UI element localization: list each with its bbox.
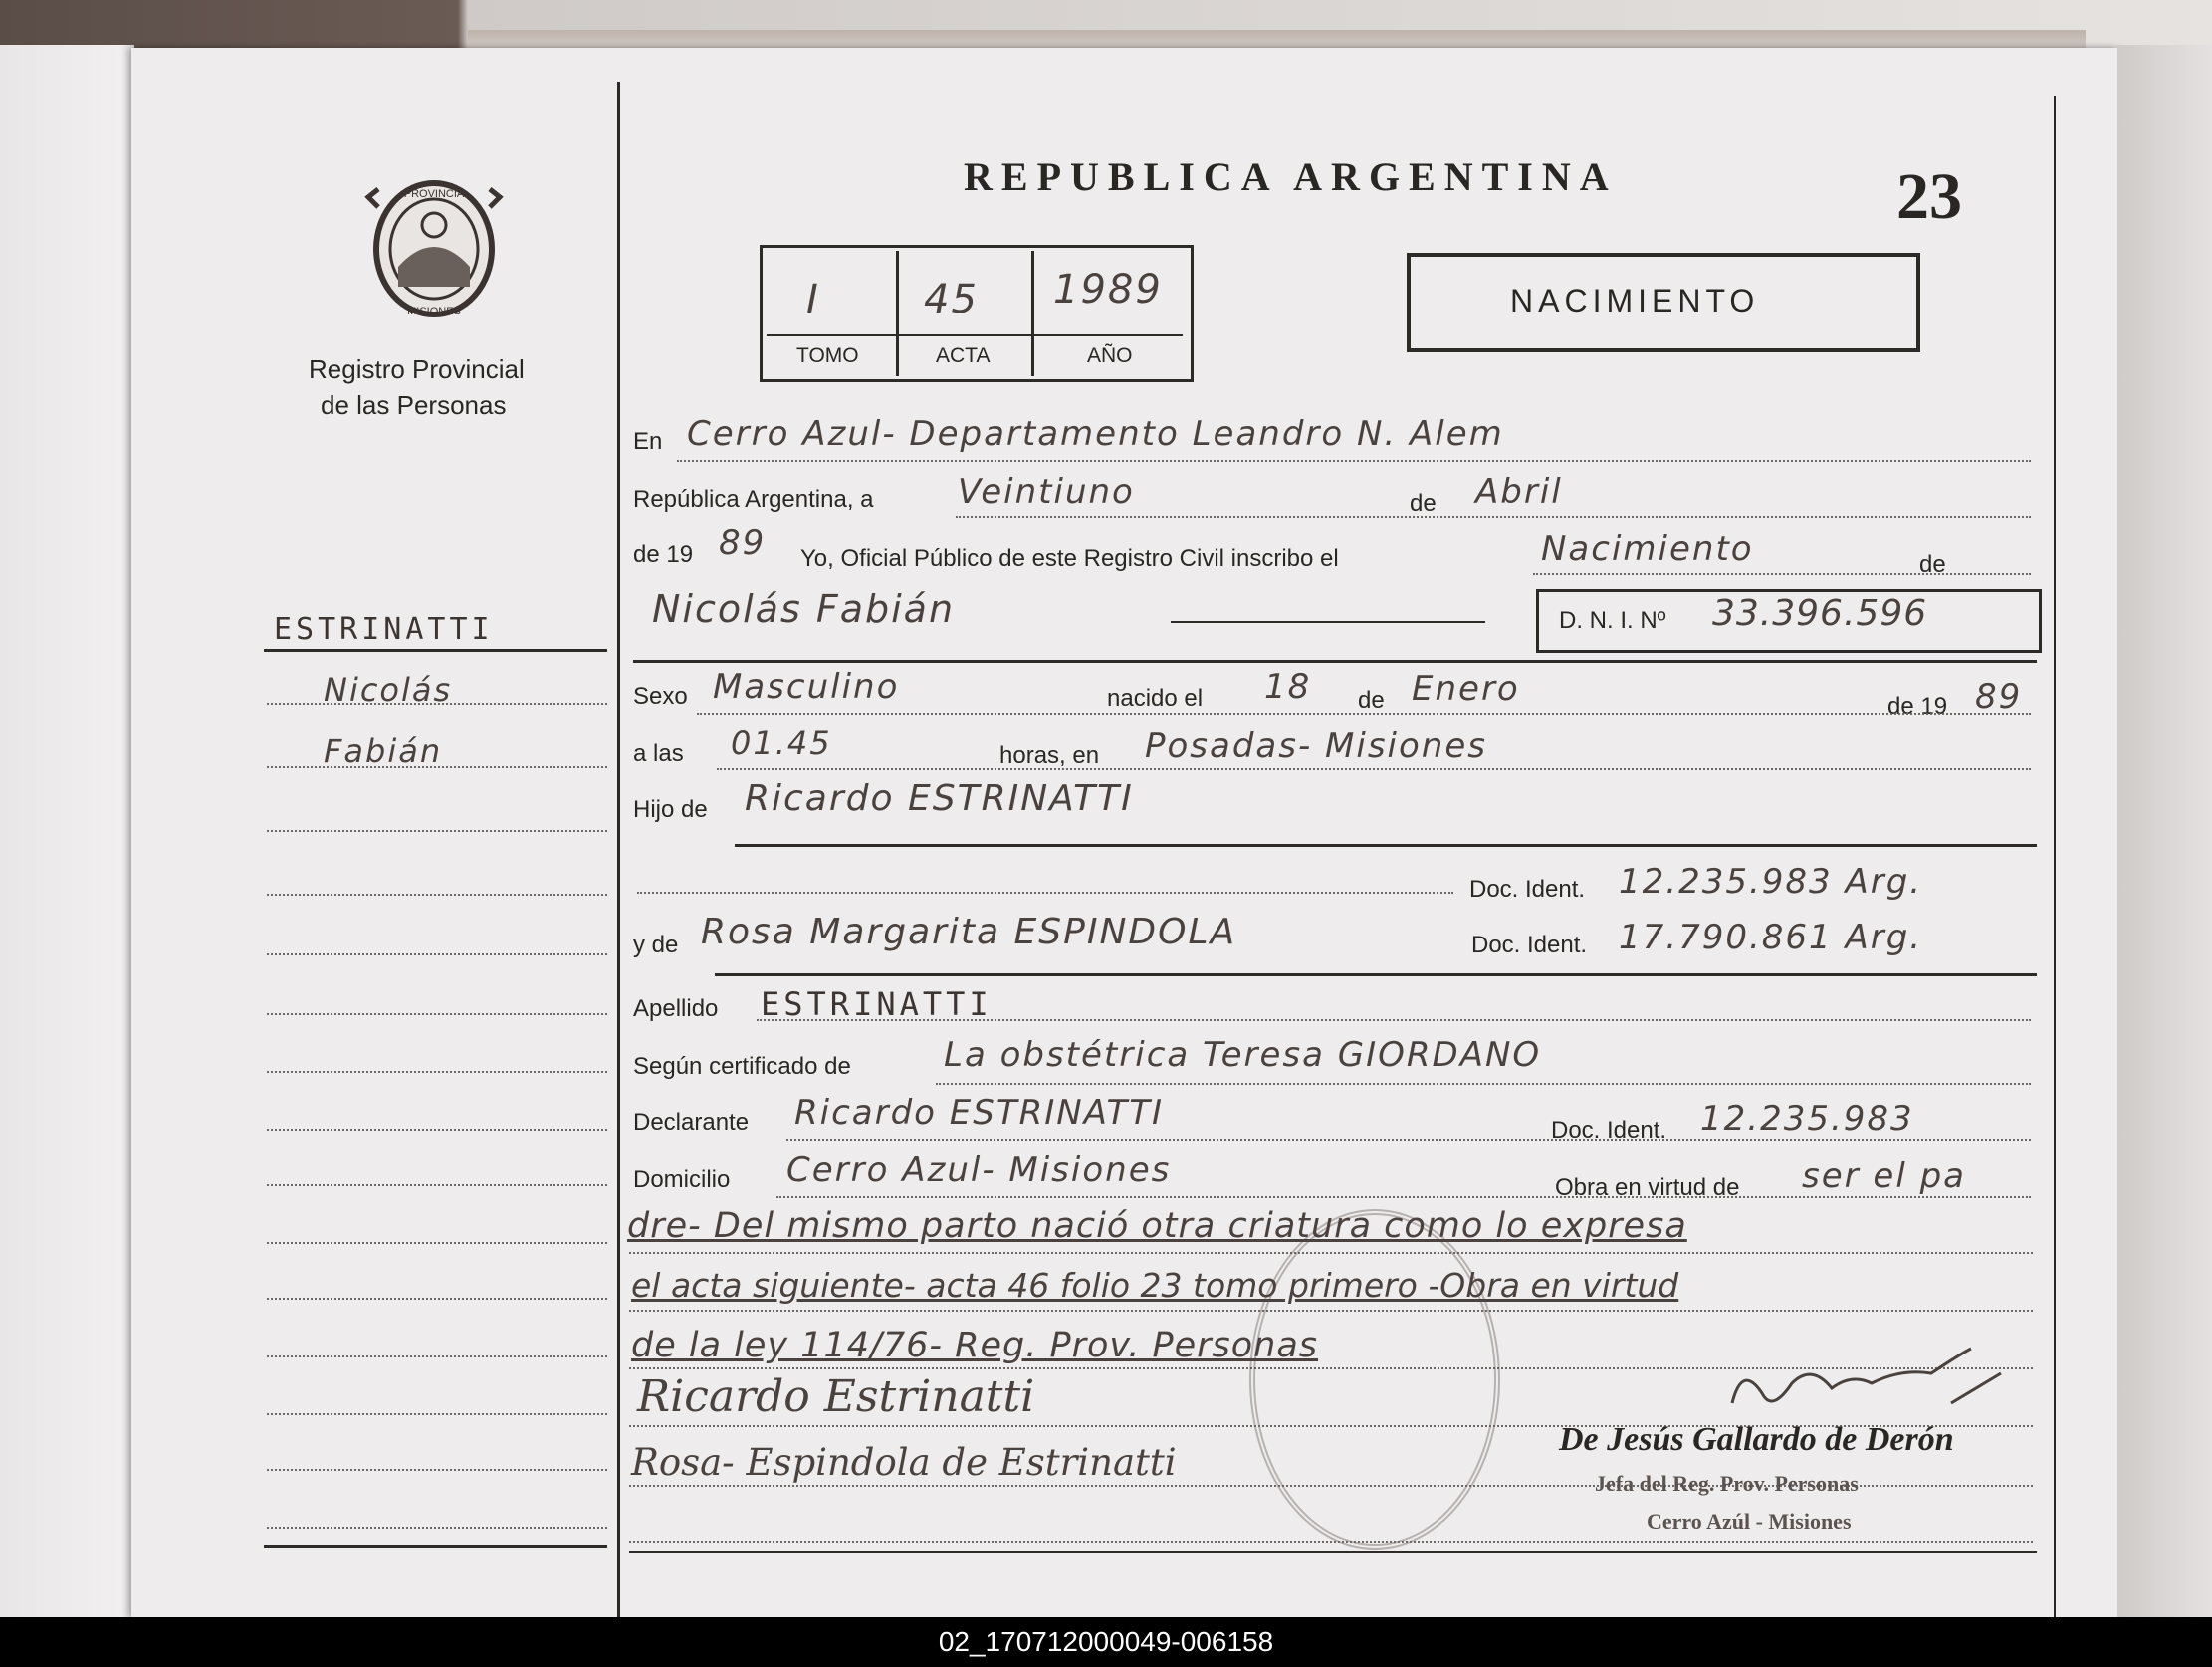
- acta-value: 45: [924, 277, 979, 322]
- month-value: Abril: [1475, 472, 1563, 512]
- sexo-value: Masculino: [713, 667, 900, 707]
- year-prefix: de 19: [633, 541, 694, 568]
- official-signature-icon: [1712, 1344, 2011, 1433]
- signature-father: Ricardo Estrinatti: [637, 1371, 1035, 1422]
- anio-label: AÑO: [1087, 344, 1133, 367]
- declarante-label: Declarante: [633, 1109, 750, 1136]
- nacido-label: nacido el: [1107, 685, 1204, 712]
- de-label-1: de: [1410, 490, 1437, 517]
- declarante-value: Ricardo ESTRINATTI: [794, 1093, 1165, 1133]
- margin-surname: ESTRINATTI: [274, 612, 494, 647]
- column-divider: [617, 82, 620, 1617]
- domicilio-label: Domicilio: [633, 1166, 731, 1193]
- place-value: Cerro Azul- Departamento Leandro N. Alem: [687, 414, 1504, 454]
- domicilio-value: Cerro Azul- Misiones: [786, 1150, 1172, 1190]
- child-name: Nicolás Fabián: [652, 587, 956, 631]
- horas-label: horas, en: [999, 742, 1100, 769]
- official-name: De Jesús Gallardo de Derón: [1559, 1421, 1954, 1458]
- mother-doc: 17.790.861 Arg.: [1619, 918, 1923, 957]
- de-year-label: de 19: [1887, 693, 1948, 720]
- note-line-2: el acta siguiente- acta 46 folio 23 tomo primero -Obra en virtud: [631, 1266, 1679, 1305]
- en-label: En: [633, 428, 663, 455]
- oficial-text: Yo, Oficial Público de este Registro Civil inscribo el: [800, 545, 1339, 572]
- provincial-seal-icon: [358, 167, 510, 328]
- father-doc: 12.235.983 Arg.: [1619, 862, 1923, 902]
- year-suffix: 89: [719, 523, 767, 563]
- acta-label: ACTA: [936, 344, 991, 367]
- segun-value: La obstétrica Teresa GIORDANO: [944, 1035, 1542, 1075]
- apellido-label: Apellido: [633, 995, 719, 1022]
- obra-value: ser el pa: [1802, 1156, 1967, 1196]
- dni-value: 33.396.596: [1712, 593, 1928, 634]
- note-line-3: de la ley 114/76- Reg. Prov. Personas: [631, 1326, 1319, 1365]
- y-de-label: y de: [633, 932, 679, 958]
- note-line-1: dre- Del mismo parto nació otra criatura como lo expresa: [627, 1206, 1687, 1246]
- registry-name-line1: Registro Provincial: [309, 354, 525, 384]
- dni-label: D. N. I. Nº: [1559, 607, 1666, 634]
- de-label-3: de: [1358, 687, 1385, 714]
- day-words: Veintiuno: [958, 472, 1135, 512]
- registry-name-line2: de las Personas: [321, 390, 507, 420]
- birth-time: 01.45: [731, 725, 832, 762]
- seal-top-text: PROVINCIA: [403, 188, 465, 200]
- declarante-doc: 12.235.983: [1700, 1099, 1914, 1139]
- country-title: REPUBLICA ARGENTINA: [964, 154, 1618, 199]
- tomo-label: TOMO: [796, 344, 859, 367]
- birth-day: 18: [1264, 667, 1312, 707]
- father-name: Ricardo ESTRINATTI: [745, 778, 1134, 819]
- official-stamp: [1249, 1209, 1500, 1550]
- hijo-label: Hijo de: [633, 796, 708, 823]
- father-doc-label: Doc. Ident.: [1469, 876, 1586, 903]
- sexo-label: Sexo: [633, 683, 688, 710]
- mother-name: Rosa Margarita ESPINDOLA: [701, 912, 1237, 952]
- birth-place: Posadas- Misiones: [1145, 727, 1487, 766]
- declarante-doc-label: Doc. Ident.: [1551, 1117, 1667, 1144]
- obra-label: Obra en virtud de: [1555, 1174, 1740, 1201]
- page-right-edge: [2117, 45, 2212, 1617]
- signature-mother: Rosa- Espindola de Estrinatti: [631, 1441, 1177, 1484]
- republica-label: República Argentina, a: [633, 486, 874, 513]
- tomo-value: I: [806, 277, 820, 322]
- official-title: Jefa del Reg. Prov. Personas: [1595, 1471, 1859, 1496]
- page-number: 23: [1896, 160, 1962, 233]
- act-type: Nacimiento: [1541, 529, 1754, 569]
- margin-name1: Nicolás: [324, 671, 453, 709]
- a-las-label: a las: [633, 740, 684, 767]
- seal-bottom-text: MISIONES: [407, 306, 461, 317]
- birth-month: Enero: [1412, 669, 1520, 709]
- segun-label: Según certificado de: [633, 1053, 851, 1080]
- previous-page-edge: [0, 45, 134, 1617]
- anio-value: 1989: [1053, 267, 1163, 313]
- record-type: NACIMIENTO: [1510, 283, 1760, 318]
- de-label-2: de: [1919, 551, 1946, 578]
- mother-doc-label: Doc. Ident.: [1471, 932, 1588, 958]
- margin-name2: Fabián: [324, 732, 443, 770]
- birth-year-suffix: 89: [1975, 677, 2023, 717]
- file-id-footer: 02_170712000049-006158: [0, 1617, 2212, 1667]
- apellido-value: ESTRINATTI: [761, 985, 993, 1023]
- official-place: Cerro Azúl - Misiones: [1647, 1509, 1852, 1534]
